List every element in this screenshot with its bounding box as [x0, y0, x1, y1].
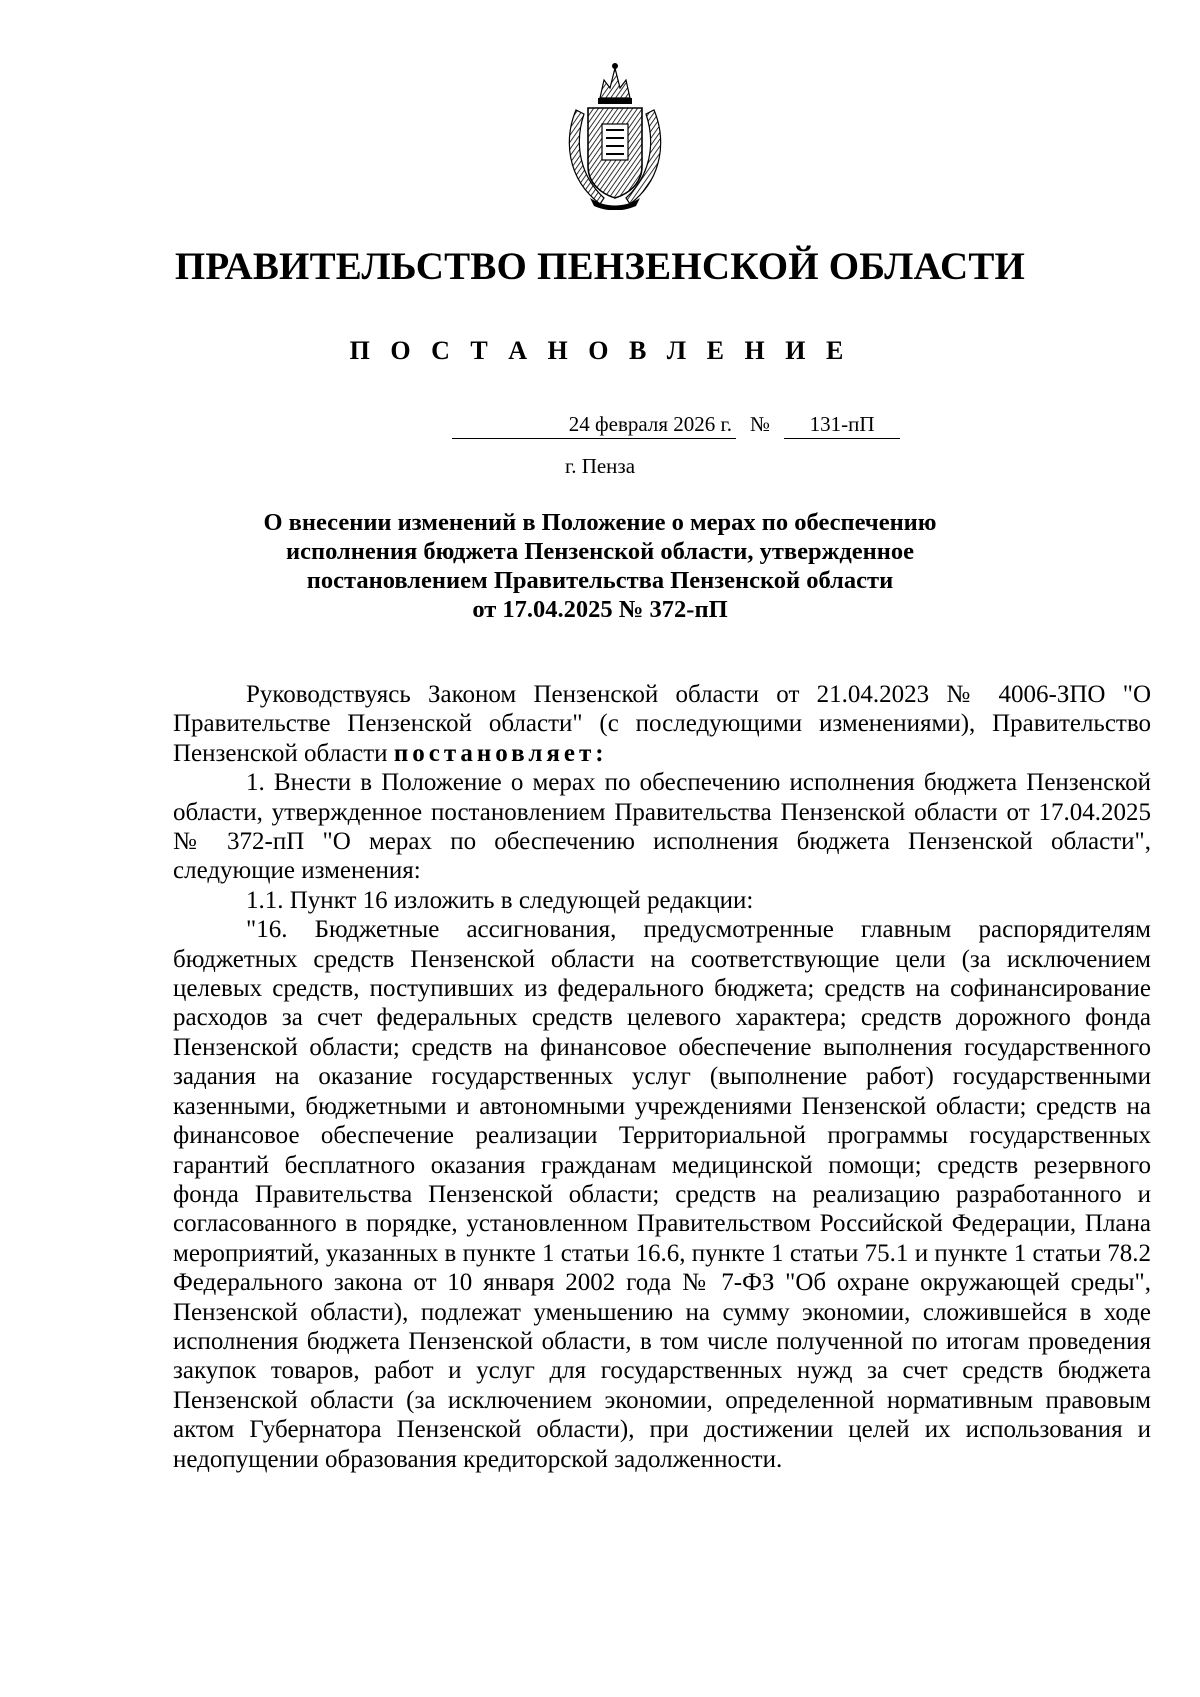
heading-line-4: от 17.04.2025 № 372-пП: [472, 596, 728, 623]
government-title: ПРАВИТЕЛЬСТВО ПЕНЗЕНСКОЙ ОБЛАСТИ: [174, 245, 1026, 288]
document-type: П О С Т А Н О В Л Е Н И Е: [349, 336, 851, 365]
heading-line-3: постановлением Правительства Пензенской области: [306, 567, 894, 594]
decree-word: постановляет:: [393, 739, 608, 767]
item-1-paragraph: 1. Внести в Положение о мерах по обеспечению исполнения бюджета Пензенской области, утвержденное постановлением Правительства Пензенской области от 17.04.2025 № 372-пП "О мерах по обеспечению исполнения бюджета Пензенской области", следующие изменения:: [173, 769, 1151, 885]
document-heading: [250, 508, 950, 624]
document-date: 24 февраля 2026 г.: [452, 410, 736, 439]
preamble-text: Руководствуясь Законом Пензенской области от 21.04.2023 № 4006-ЗПО "О Правительстве Пензенской области" (с последующими изменениями), Правительство Пензенской области: [173, 681, 1151, 767]
document-number: 131-пП: [784, 410, 900, 439]
heading-line-1: О внесении изменений в Положение о мерах по обеспечению: [263, 509, 937, 536]
item-1-1-paragraph: 1.1. Пункт 16 изложить в следующей редакции:: [246, 886, 754, 914]
coat-of-arms-emblem: [560, 58, 670, 210]
heading-line-2: исполнения бюджета Пензенской области, утвержденное: [286, 538, 914, 565]
date-number-line: [452, 410, 900, 439]
document-body: [173, 680, 1151, 1474]
city-name: г. Пенза: [564, 454, 636, 478]
number-sign: №: [750, 412, 771, 436]
point-16-paragraph: "16. Бюджетные ассигнования, предусмотренные главным распорядителям бюджетных средств Пензенской области на соответствующие цели (за исключением целевых средств, поступивших из федерального бюджета; средств на софинансирование расходов за счет федеральных средств целевого характера; средств дорожного фонда Пензенской области; средств на финансовое обеспечение выполнения государственного задания на оказание государственных услуг (выполнение работ) государственными казенными, бюджетными и автономными учреждениями Пензенской области; средств на финансовое обеспечение реализации Территориальной программы государственных гарантий бесплатного оказания гражданам медицинской помощи; средств резервного фонда Правительства Пензенской области; средств на реализацию разработанного и согласованного в порядке, установленном Правительством Российской Федерации, Плана мероприятий, указанных в пункте 1 статьи 16.6, пункте 1 статьи 75.1 и пункте 1 статьи 78.2 Федерального закона от 10 января 2002 года № 7-ФЗ "Об охране окружающей среды", Пензенской области), подлежат уменьшению на сумму экономии, сложившейся в ходе исполнения бюджета Пензенской области, в том числе полученной по итогам проведения закупок товаров, работ и услуг для государственных нужд за счет средств бюджета Пензенской области (за исключением экономии, определенной нормативным правовым актом Губернатора Пензенской области), при достижении целей их использования и недопущении образования кредиторской задолженности.: [173, 916, 1151, 1473]
preamble-paragraph: [173, 680, 1151, 768]
